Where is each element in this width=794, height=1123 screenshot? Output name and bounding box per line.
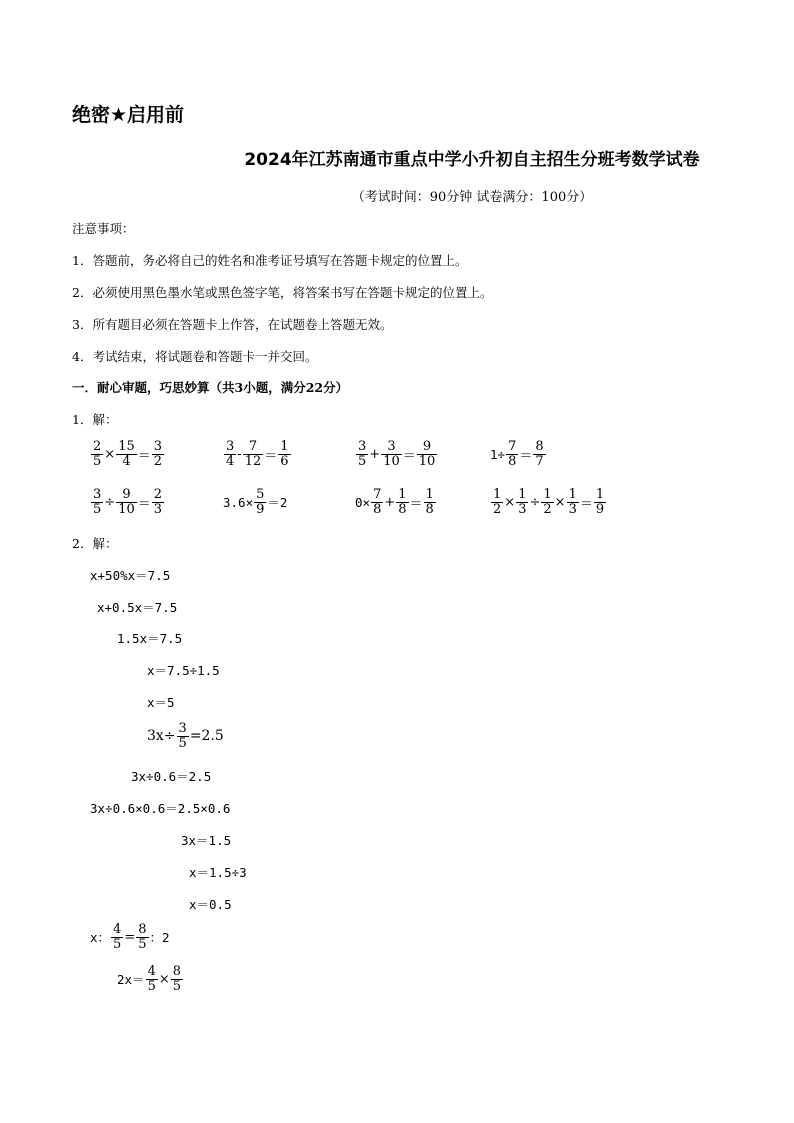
- fraction: $\frac{3}{4}$: [226, 439, 235, 469]
- q2-step-8: 3x÷0.6×0.6＝2.5×0.6: [90, 801, 231, 816]
- fraction: $\frac{7}{8}$: [508, 439, 517, 469]
- q1-equation-4: 1÷ $\frac{7}{8}$ ＝ $\frac{8}{7}$: [490, 439, 544, 469]
- q2-equation-2: 3x÷ $\frac{3}{5}$ =2.5: [147, 721, 224, 751]
- section-1-heading: 一．耐心审题，巧思妙算（共3小题，满分22分）: [72, 380, 349, 395]
- fraction: $\frac{1}{2}$: [543, 487, 552, 517]
- note-item-1: 1．答题前，务必将自己的姓名和准考证号填写在答题卡规定的位置上。: [72, 253, 468, 268]
- q2-equation-3: x： $\frac{4}{5}$ = $\frac{8}{5}$ ：2: [90, 922, 170, 952]
- q2-step-9: 3x＝1.5: [181, 833, 232, 848]
- fraction: $\frac{3}{5}$: [178, 721, 187, 751]
- notes-heading: 注意事项：: [72, 221, 135, 236]
- fraction: $\frac{2}{5}$: [93, 439, 102, 469]
- fraction: $\frac{1}{2}$: [493, 487, 502, 517]
- fraction: $\frac{3}{5}$: [358, 439, 367, 469]
- q2-step-7: 3x÷0.6＝2.5: [131, 769, 212, 784]
- fraction: $\frac{2}{3}$: [153, 487, 163, 517]
- fraction: $\frac{8}{7}$: [535, 439, 544, 469]
- q2-step-3: 1.5x＝7.5: [117, 631, 183, 646]
- fraction: $\frac{9}{10}$: [118, 487, 135, 517]
- fraction: $\frac{15}{4}$: [118, 439, 135, 469]
- q2-step-1: x+50%x＝7.5: [90, 568, 171, 583]
- q2-step-5: x＝5: [147, 695, 175, 710]
- fraction: $\frac{1}{8}$: [425, 487, 434, 517]
- fraction: $\frac{3}{5}$: [93, 487, 102, 517]
- q2-equation-3-step: 2x＝ $\frac{4}{5}$ × $\frac{8}{5}$: [117, 964, 182, 994]
- fraction: $\frac{1}{3}$: [568, 487, 577, 517]
- note-item-3: 3．所有题目必须在答题卡上作答，在试题卷上答题无效。: [72, 317, 393, 332]
- q1-equation-5: $\frac{3}{5}$ ÷ $\frac{9}{10}$ ＝ $\frac{2}{3}$: [93, 487, 163, 517]
- q1-equation-3: $\frac{3}{5}$ + $\frac{3}{10}$ ＝ $\frac{9}{10}$: [358, 439, 436, 469]
- note-item-2: 2．必须使用黑色墨水笔或黑色签字笔，将答案书写在答题卡规定的位置上。: [72, 285, 493, 300]
- fraction: $\frac{4}{5}$: [147, 964, 156, 994]
- q2-label: 2．解：: [72, 536, 118, 551]
- fraction: $\frac{1}{6}$: [280, 439, 289, 469]
- q1-equation-1: $\frac{2}{5}$ × $\frac{15}{4}$ ＝ $\frac{3}{2}$: [93, 439, 163, 469]
- q1-label: 1．解：: [72, 412, 118, 427]
- q2-step-10: x＝1.5÷3: [189, 865, 247, 880]
- q1-equation-2: $\frac{3}{4}$ - $\frac{7}{12}$ ＝ $\frac{1}{6}$: [226, 439, 289, 469]
- fraction: $\frac{8}{5}$: [172, 964, 182, 994]
- q2-step-11: x＝0.5: [189, 897, 232, 912]
- q1-equation-8: $\frac{1}{2}$ × $\frac{1}{3}$ ÷ $\frac{1}{2}$ × $\frac{1}{3}$ ＝ $\frac{1}{9}$: [493, 487, 605, 517]
- fraction: $\frac{9}{10}$: [418, 439, 436, 469]
- exam-subtitle: （考试时间：90分钟 试卷满分：100分）: [351, 190, 593, 205]
- fraction: $\frac{4}{5}$: [113, 922, 122, 952]
- q1-equation-7: 0× $\frac{7}{8}$ + $\frac{1}{8}$ ＝ $\frac{1}{8}$: [355, 487, 434, 517]
- fraction: $\frac{7}{12}$: [244, 439, 262, 469]
- fraction: $\frac{1}{8}$: [398, 487, 407, 517]
- q2-step-4: x＝7.5÷1.5: [147, 663, 220, 678]
- exam-title: 2024年江苏南通市重点中学小升初自主招生分班考数学试卷: [244, 150, 700, 170]
- fraction: $\frac{3}{2}$: [153, 439, 163, 469]
- fraction: $\frac{1}{3}$: [518, 487, 527, 517]
- fraction: $\frac{7}{8}$: [373, 487, 382, 517]
- fraction: $\frac{1}{9}$: [595, 487, 605, 517]
- fraction: $\frac{3}{10}$: [383, 439, 400, 469]
- note-item-4: 4．考试结束，将试题卷和答题卡一并交回。: [72, 349, 318, 364]
- q2-step-2: x+0.5x＝7.5: [97, 600, 178, 615]
- q1-equation-6: 3.6× $\frac{5}{9}$ ＝2: [223, 487, 288, 517]
- confidential-label: 绝密★启用前: [72, 104, 185, 126]
- fraction: $\frac{5}{9}$: [256, 487, 265, 517]
- fraction: $\frac{8}{5}$: [138, 922, 147, 952]
